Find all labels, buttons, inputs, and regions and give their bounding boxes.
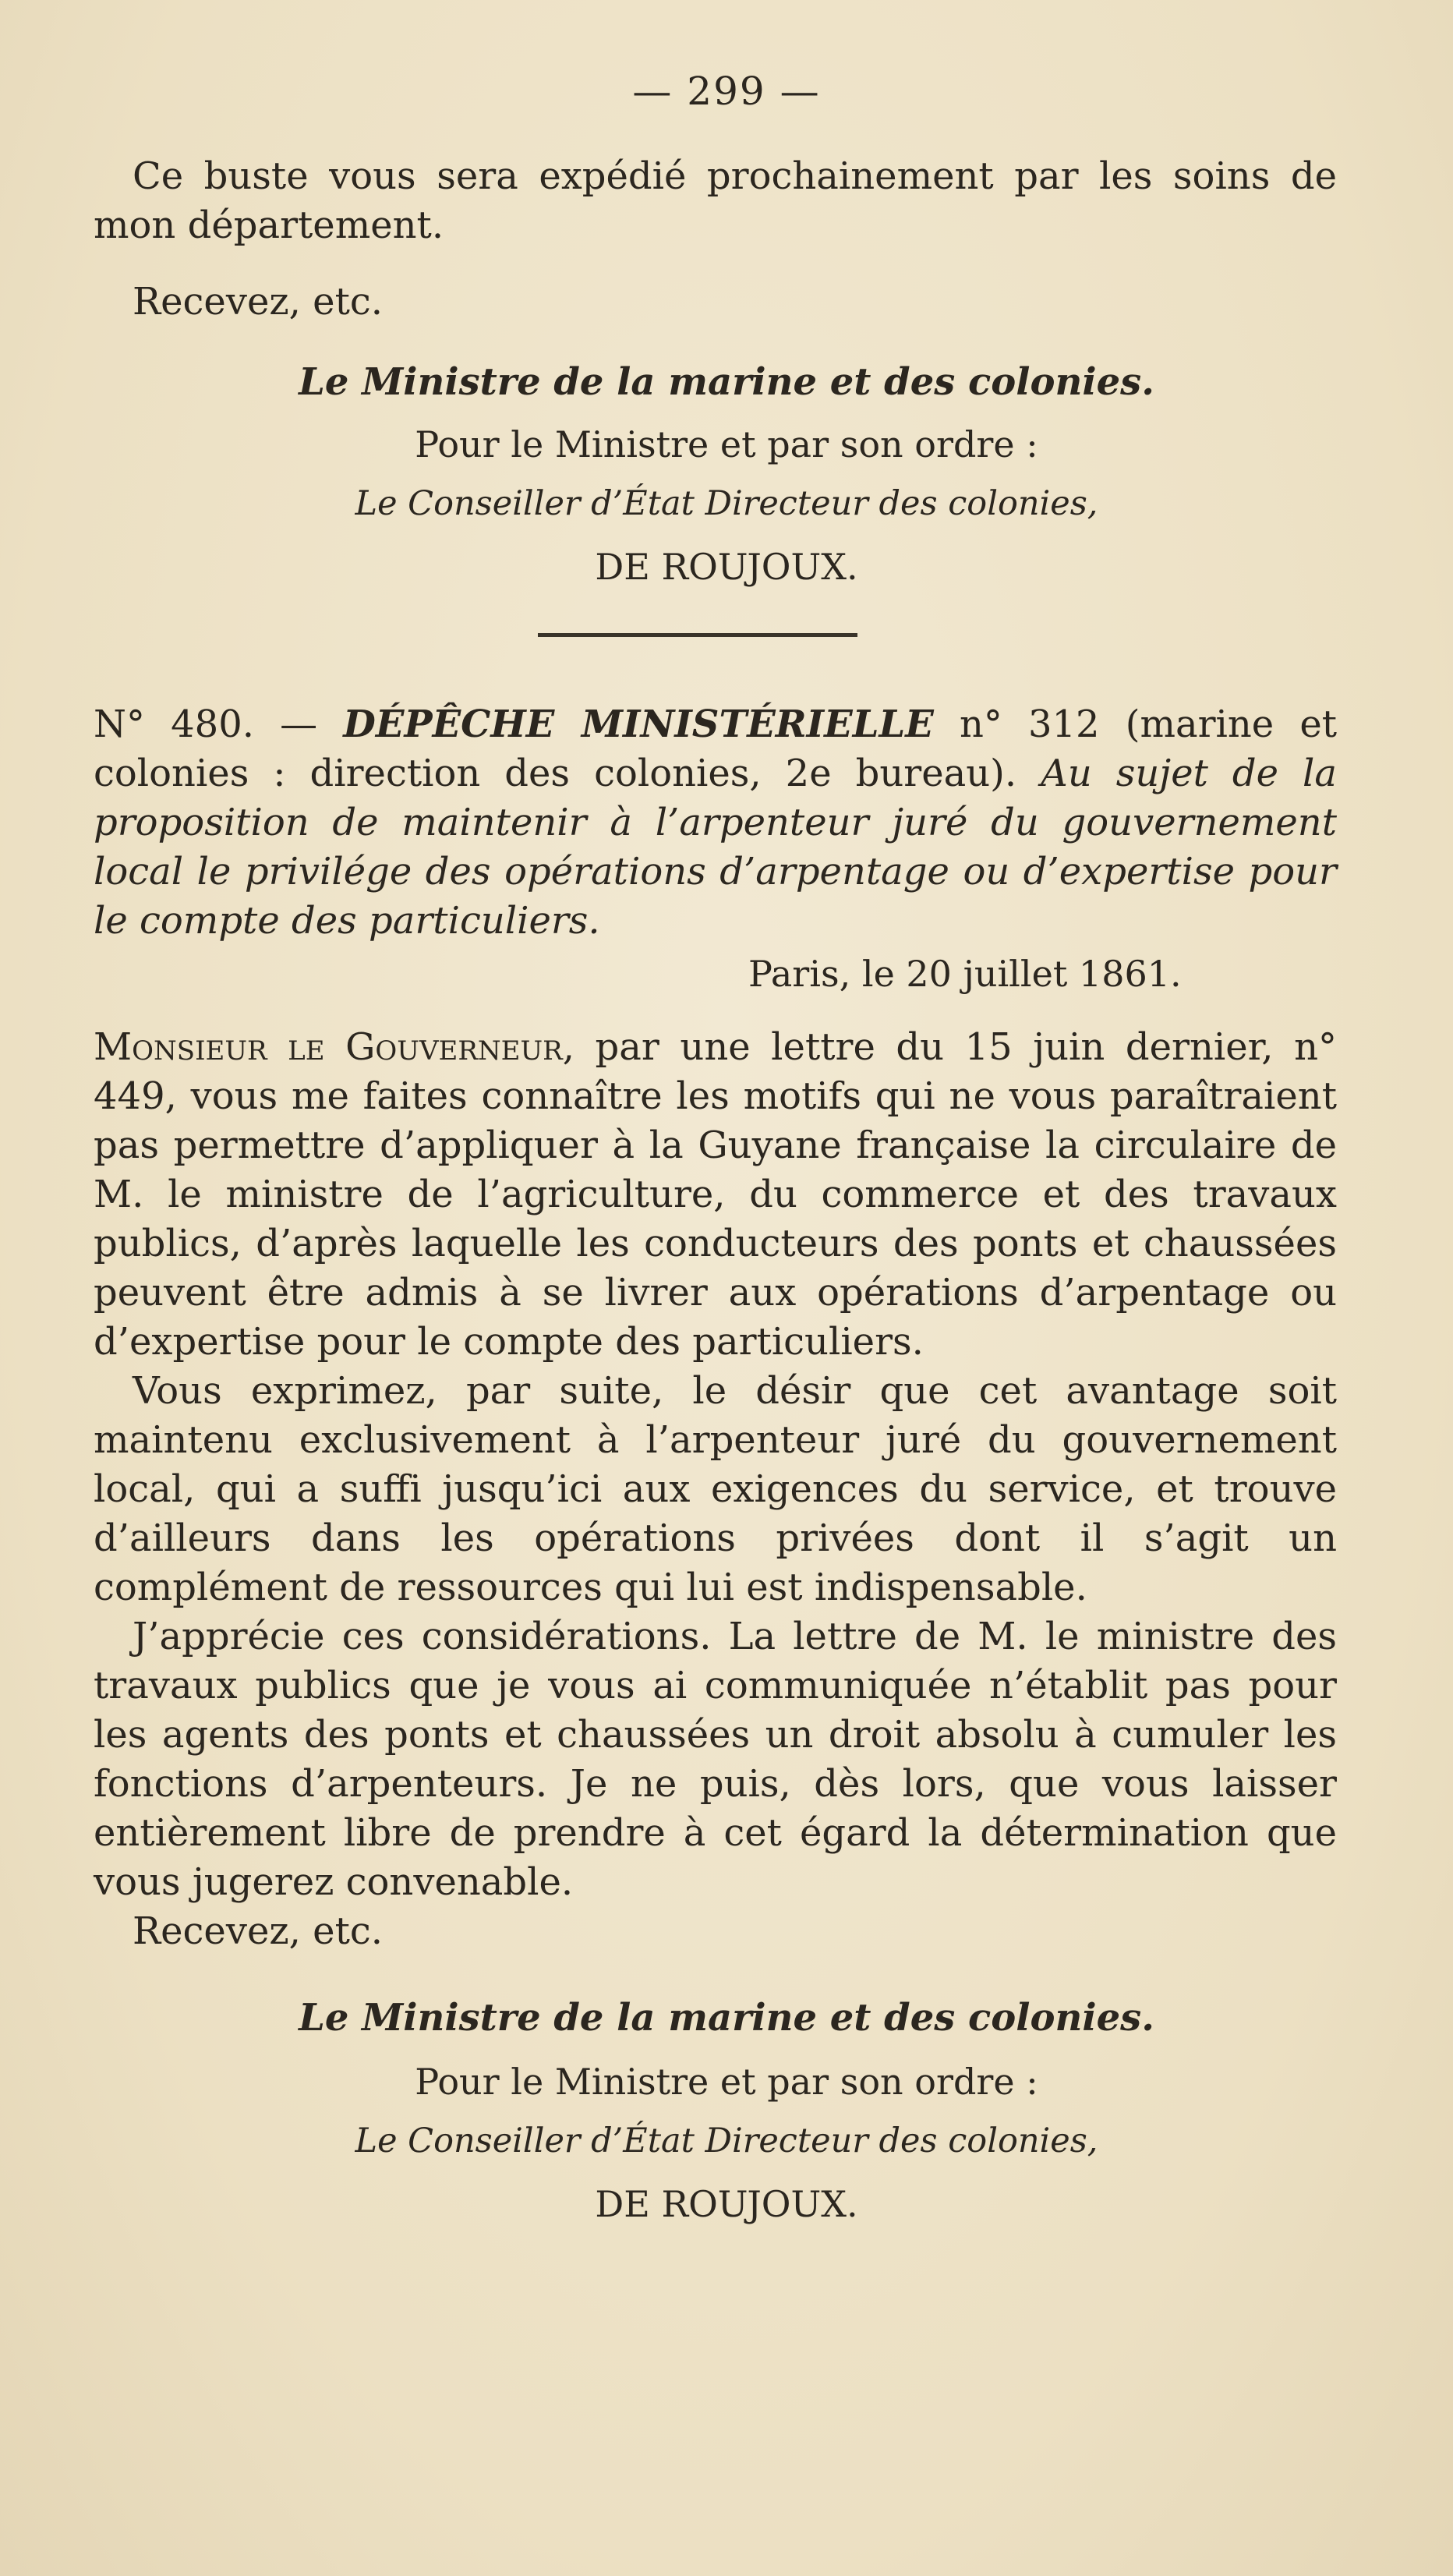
depeche-header xyxy=(94,700,1337,946)
intro-text: Ce buste vous sera expédié prochainement par les soins de mon département. xyxy=(94,154,1337,247)
depeche-heading: DÉPÊCHE MINISTÉRIELLE xyxy=(343,702,934,746)
body-paragraph-1: , par une lettre du 15 juin dernier, n° 449, vous me faites connaître les motifs qui ne vous paraîtraient pas permettre d’appliquer à la Guyane française la circulaire de M. le ministre de l’agriculture, du commerce et des travaux publics, d’après laquelle les conducteurs des ponts et chaussées peuvent être admis à se livrer aux opérations d’arpentage ou d’expertise pour le compte des particuliers. xyxy=(94,1025,1338,1364)
signature-1-title: Le Ministre de la marine et des colonies. xyxy=(299,360,1154,404)
signature-1-name-row xyxy=(0,546,1453,588)
signature-2-order: Pour le Ministre et par son ordre : xyxy=(415,2061,1038,2103)
depeche-number: N° 480. — xyxy=(94,702,318,746)
signature-2-role-row xyxy=(0,2121,1453,2160)
section-divider xyxy=(538,633,857,637)
signature-2 xyxy=(0,1996,1453,2040)
depeche-date: Paris, le 20 juillet 1861. xyxy=(748,953,1182,995)
signature-1-role-row xyxy=(0,484,1453,523)
page-number: — 299 — xyxy=(632,69,821,114)
signature-1-role: Le Conseiller d’État Directeur des colonies, xyxy=(355,484,1098,523)
signature-1-order-row xyxy=(0,423,1453,465)
depeche-reference: n° 312 (marine et colonies : direction des colonies, 2e bureau). xyxy=(94,702,1338,795)
intro-block xyxy=(94,152,1337,250)
letter-body xyxy=(94,1023,1337,1956)
body-paragraph-3: J’apprécie ces considérations. La lettre de M. le ministre des travaux publics que je vous ai communiquée n’établit pas pour les agents des ponts et chaussées un droit absolu à cumuler les fonctions d’arpenteurs. Je ne puis, dès lors, que vous laisser entièrement libre de prendre à cet égard la détermination que vous jugerez convenable. xyxy=(94,1615,1337,1904)
signature-2-name-row xyxy=(0,2183,1453,2225)
signature-2-role: Le Conseiller d’État Directeur des colonies, xyxy=(355,2121,1098,2160)
signature-1-name: DE ROUJOUX. xyxy=(595,546,858,588)
signature-1 xyxy=(0,360,1453,404)
body-paragraph-2: Vous exprimez, par suite, le désir que cet avantage soit maintenu exclusivement à l’arpenteur juré du gouvernement local, qui a suffi jusqu’ici aux exigences du service, et trouve d’ailleurs dans les opérations privées dont il s’agit un complément de ressources qui lui est indispensable. xyxy=(94,1369,1337,1609)
signature-2-title: Le Ministre de la marine et des colonies. xyxy=(299,1996,1154,2040)
intro-closing: Recevez, etc. xyxy=(133,280,383,324)
signature-2-order-row xyxy=(0,2061,1453,2103)
signature-1-order: Pour le Ministre et par son ordre : xyxy=(415,423,1038,465)
signature-2-name: DE ROUJOUX. xyxy=(595,2183,858,2225)
body-closing: Recevez, etc. xyxy=(133,1909,383,1953)
salutation: Monsieur le Gouverneur xyxy=(94,1025,563,1069)
depeche-subject: Au sujet de la proposition de maintenir à l’arpenteur juré du gouvernement local le privilége des opérations d’arpentage ou d’expertise pour le compte des particuliers. xyxy=(94,752,1338,943)
